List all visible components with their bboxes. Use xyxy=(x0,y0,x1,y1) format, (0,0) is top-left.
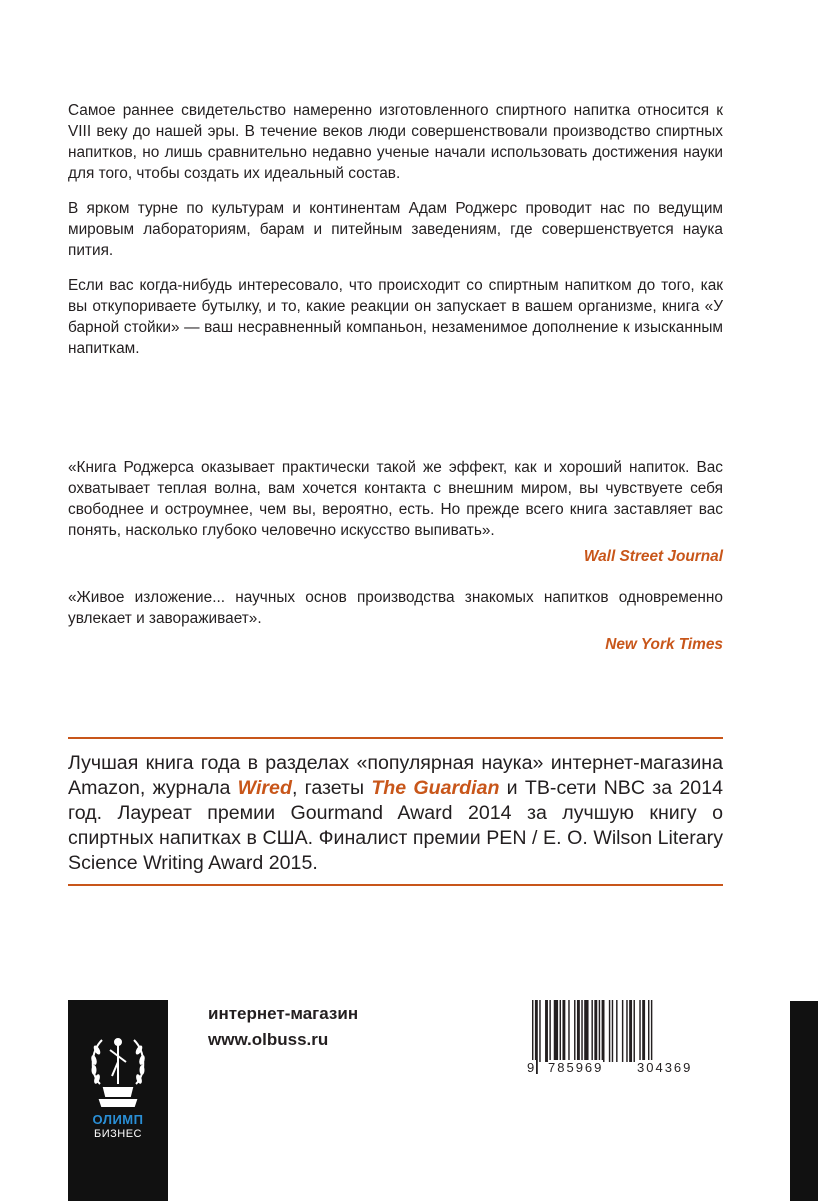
publisher-logo xyxy=(68,1000,168,1201)
review-quote xyxy=(68,587,723,655)
barcode-bar xyxy=(574,1000,575,1062)
barcode-bar xyxy=(626,1000,627,1062)
barcode-bar xyxy=(642,1000,645,1062)
award-part-3: и ТВ-сети NBC за 2014 год. Лауреат премии Gourmand Award 2014 за лучшую книгу о спиртных напитках в США. Финалист премии PEN / E. O. Wilson Literary Science Writing Award 2015. xyxy=(68,777,723,874)
description xyxy=(68,100,723,373)
award-text xyxy=(68,751,723,876)
divider-bottom xyxy=(68,884,723,886)
barcode-bar xyxy=(554,1000,558,1062)
barcode-bar xyxy=(629,1000,632,1062)
barcode-bar xyxy=(581,1000,582,1062)
barcode-bar xyxy=(648,1000,649,1062)
barcode-bar xyxy=(545,1000,548,1062)
barcode-bar xyxy=(562,1000,565,1062)
award-wired: Wired xyxy=(237,777,292,799)
award-guardian: The Guardian xyxy=(371,777,500,799)
divider-top xyxy=(68,737,723,739)
review-quotes xyxy=(68,457,723,655)
barcode-bar xyxy=(584,1000,588,1062)
barcode-bar xyxy=(609,1000,610,1062)
barcode-bar xyxy=(612,1000,613,1062)
barcode-bar xyxy=(591,1000,592,1062)
publisher-name: ОЛИМП xyxy=(92,1112,144,1127)
barcode-bar xyxy=(616,1000,617,1062)
barcode-bar xyxy=(634,1000,635,1062)
barcode-digit-prefix: 9 xyxy=(527,1060,537,1075)
barcode-bar xyxy=(560,1000,561,1062)
description-paragraph-2: В ярком турне по культурам и континентам Адам Роджерс проводит нас по ведущим мировым лабораториям, барам и питейным заведениям, где совершенствуется наука пития. xyxy=(68,200,723,259)
shop-label: интернет-магазин xyxy=(208,1004,359,1023)
barcode-bar xyxy=(577,1000,580,1062)
review-quote xyxy=(68,457,723,567)
review-quote-text: «Живое изложение... научных основ производства знакомых напитков одновременно увлекает и завораживает». xyxy=(68,589,723,627)
award-part-1: Лучшая книга года в разделах «популярная наука» интернет-магазина Amazon, журнала xyxy=(68,752,723,799)
award-part-2: , газеты xyxy=(291,777,372,799)
shop-url[interactable]: www.olbuss.ru xyxy=(208,1030,329,1049)
spine-edge xyxy=(790,1001,818,1201)
barcode-digits-left: 785969 xyxy=(548,1060,604,1075)
review-quote-source: New York Times xyxy=(605,636,723,653)
laurel-statue-icon xyxy=(88,1032,148,1110)
review-quote-source: Wall Street Journal xyxy=(583,548,723,565)
barcode-bar xyxy=(602,1000,605,1062)
description-paragraph-3: Если вас когда-нибудь интересовало, что происходит со спиртным напитком до того, как вы откупориваете бутылку, и то, какие реакции он запускает в вашем организме, книга «У барной стойки» — ваш несравненный компаньон, незаменимое дополнение к изысканным напиткам. xyxy=(68,277,723,357)
barcode-digits-right: 304369 xyxy=(637,1060,693,1075)
barcode-bar xyxy=(599,1000,600,1062)
description-paragraph-1: Самое раннее свидетельство намеренно изготовленного спиртного напитка относится к VIII веку до нашей эры. В течение веков люди совершенствовали производство спиртных напитков, но лишь сравнительно недавно ученые начали использовать достижения науки для того, чтобы создать их идеальный состав. xyxy=(68,102,723,182)
barcode-bar xyxy=(539,1000,540,1062)
publisher-subtitle: БИЗНЕС xyxy=(94,1128,142,1140)
barcode-bar xyxy=(639,1000,640,1062)
barcode-bar xyxy=(549,1000,550,1062)
shop-info xyxy=(208,1001,358,1053)
barcode-bar xyxy=(622,1000,623,1062)
barcode-bar xyxy=(568,1000,569,1062)
review-quote-text: «Книга Роджерса оказывает практически такой же эффект, как и хороший напиток. Вас охватывает теплая волна, вам хочется контакта с внешним миром, вы чувствуете себя свободнее и остроумнее, чем вы, вероятно, есть. Но прежде всего книга заставляет вас понять, насколько глубоко человечно искусство выпивать». xyxy=(68,459,723,539)
